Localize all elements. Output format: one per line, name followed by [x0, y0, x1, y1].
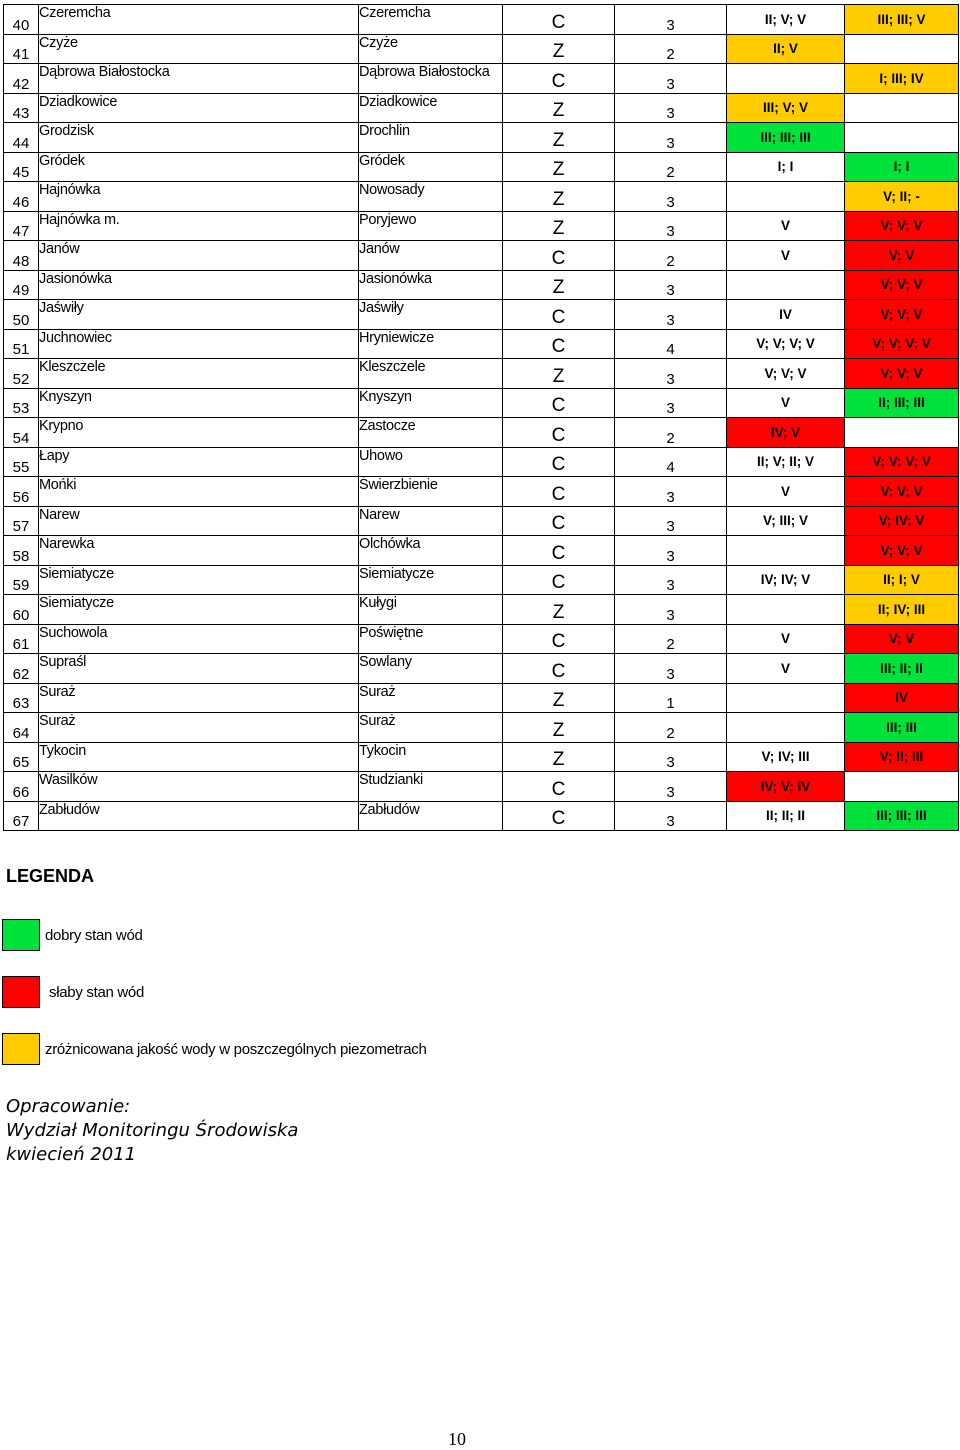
- class-series-a-cell: [727, 536, 845, 566]
- class-series-a-cell: [727, 713, 845, 743]
- table-row: [4, 300, 959, 330]
- table-row: [4, 34, 959, 64]
- class-series-b-cell: V; V; V: [845, 477, 959, 507]
- piezometer-count-cell: 3: [615, 270, 727, 300]
- locality-cell: Kułygi: [359, 595, 503, 625]
- row-number-cell: 52: [4, 359, 39, 389]
- legend-label-good: dobry stan wód: [45, 927, 143, 944]
- table-row: [4, 772, 959, 802]
- piezometer-count-cell: 3: [615, 595, 727, 625]
- piezometer-count-cell: 2: [615, 241, 727, 271]
- piezometer-count-cell: 3: [615, 64, 727, 94]
- class-series-a-cell: V: [727, 211, 845, 241]
- piezometer-count-cell: 4: [615, 447, 727, 477]
- row-number-cell: 54: [4, 418, 39, 448]
- legend-label-mixed: zróżnicowana jakość wody w poszczególnych piezometrach: [45, 1041, 427, 1058]
- table-body: [4, 5, 959, 831]
- table-row: [4, 5, 959, 35]
- table-row: [4, 565, 959, 595]
- piezometer-count-cell: 3: [615, 359, 727, 389]
- class-series-b-cell: V; V; V: [845, 359, 959, 389]
- table-row: [4, 270, 959, 300]
- locality-cell: Knyszyn: [359, 388, 503, 418]
- class-series-b-cell: V; V; V: [845, 211, 959, 241]
- aquifer-type-cell: C: [503, 477, 615, 507]
- class-series-a-cell: III; III; III: [727, 123, 845, 153]
- locality-cell: Poświętne: [359, 624, 503, 654]
- gmina-cell: Narewka: [39, 536, 359, 566]
- class-series-b-cell: I; III; IV: [845, 64, 959, 94]
- locality-cell: Zabłudów: [359, 801, 503, 831]
- gmina-cell: Dąbrowa Białostocka: [39, 64, 359, 94]
- class-series-a-cell: [727, 595, 845, 625]
- locality-cell: Poryjewo: [359, 211, 503, 241]
- piezometer-count-cell: 3: [615, 93, 727, 123]
- class-series-a-cell: [727, 683, 845, 713]
- piezometer-count-cell: 3: [615, 772, 727, 802]
- row-number-cell: 46: [4, 182, 39, 212]
- class-series-a-cell: V; III; V: [727, 506, 845, 536]
- piezometer-count-cell: 3: [615, 182, 727, 212]
- aquifer-type-cell: Z: [503, 123, 615, 153]
- class-series-a-cell: V; IV; III: [727, 742, 845, 772]
- aquifer-type-cell: C: [503, 801, 615, 831]
- aquifer-type-cell: Z: [503, 742, 615, 772]
- piezometer-count-cell: 3: [615, 742, 727, 772]
- aquifer-type-cell: C: [503, 624, 615, 654]
- gmina-cell: Suraż: [39, 683, 359, 713]
- gmina-cell: Dziadkowice: [39, 93, 359, 123]
- gmina-cell: Zabłudów: [39, 801, 359, 831]
- aquifer-type-cell: C: [503, 300, 615, 330]
- class-series-b-cell: V; V; V: [845, 300, 959, 330]
- class-series-a-cell: IV; V; IV: [727, 772, 845, 802]
- class-series-b-cell: V; V; V; V: [845, 329, 959, 359]
- table-row: [4, 506, 959, 536]
- row-number-cell: 49: [4, 270, 39, 300]
- locality-cell: Dziadkowice: [359, 93, 503, 123]
- aquifer-type-cell: C: [503, 5, 615, 35]
- piezometer-count-cell: 4: [615, 329, 727, 359]
- class-series-b-cell: [845, 123, 959, 153]
- credit-date: kwiecień 2011: [6, 1144, 137, 1165]
- credit-heading: Opracowanie:: [6, 1096, 131, 1117]
- table-row: [4, 683, 959, 713]
- class-series-b-cell: V; V; V: [845, 270, 959, 300]
- aquifer-type-cell: Z: [503, 595, 615, 625]
- locality-cell: Kleszczele: [359, 359, 503, 389]
- class-series-a-cell: V: [727, 654, 845, 684]
- aquifer-type-cell: C: [503, 388, 615, 418]
- class-series-a-cell: III; V; V: [727, 93, 845, 123]
- class-series-b-cell: V; II; III: [845, 742, 959, 772]
- locality-cell: Jasionówka: [359, 270, 503, 300]
- class-series-b-cell: V; IV; V: [845, 506, 959, 536]
- gmina-cell: Hajnówka m.: [39, 211, 359, 241]
- gmina-cell: Łapy: [39, 447, 359, 477]
- table-row: [4, 742, 959, 772]
- aquifer-type-cell: C: [503, 64, 615, 94]
- aquifer-type-cell: Z: [503, 713, 615, 743]
- aquifer-type-cell: C: [503, 506, 615, 536]
- credit-department: Wydział Monitoringu Środowiska: [6, 1120, 299, 1141]
- class-series-a-cell: II; II; II: [727, 801, 845, 831]
- row-number-cell: 64: [4, 713, 39, 743]
- piezometer-count-cell: 3: [615, 5, 727, 35]
- piezometer-count-cell: 3: [615, 565, 727, 595]
- piezometer-count-cell: 2: [615, 34, 727, 64]
- gmina-cell: Czyże: [39, 34, 359, 64]
- gmina-cell: Krypno: [39, 418, 359, 448]
- gmina-cell: Wasilków: [39, 772, 359, 802]
- class-series-a-cell: II; V: [727, 34, 845, 64]
- class-series-b-cell: [845, 772, 959, 802]
- gmina-cell: Supraśl: [39, 654, 359, 684]
- piezometer-count-cell: 3: [615, 388, 727, 418]
- table-row: [4, 359, 959, 389]
- class-series-a-cell: II; V; V: [727, 5, 845, 35]
- legend-swatch-good: [2, 919, 40, 951]
- row-number-cell: 62: [4, 654, 39, 684]
- class-series-a-cell: [727, 64, 845, 94]
- piezometer-count-cell: 1: [615, 683, 727, 713]
- table-row: [4, 123, 959, 153]
- table-row: [4, 536, 959, 566]
- aquifer-type-cell: C: [503, 565, 615, 595]
- locality-cell: Zastocze: [359, 418, 503, 448]
- class-series-b-cell: I; I: [845, 152, 959, 182]
- class-series-b-cell: [845, 34, 959, 64]
- locality-cell: Siemiatycze: [359, 565, 503, 595]
- table-row: [4, 624, 959, 654]
- gmina-cell: Suraż: [39, 713, 359, 743]
- aquifer-type-cell: Z: [503, 270, 615, 300]
- piezometer-count-cell: 3: [615, 300, 727, 330]
- class-series-b-cell: II; IV; III: [845, 595, 959, 625]
- class-series-b-cell: V; II; -: [845, 182, 959, 212]
- locality-cell: Uhowo: [359, 447, 503, 477]
- class-series-b-cell: [845, 93, 959, 123]
- class-series-b-cell: II; I; V: [845, 565, 959, 595]
- gmina-cell: Janów: [39, 241, 359, 271]
- class-series-a-cell: [727, 270, 845, 300]
- aquifer-type-cell: Z: [503, 683, 615, 713]
- row-number-cell: 45: [4, 152, 39, 182]
- table-row: [4, 654, 959, 684]
- row-number-cell: 63: [4, 683, 39, 713]
- gmina-cell: Mońki: [39, 477, 359, 507]
- locality-cell: Czyże: [359, 34, 503, 64]
- piezometer-count-cell: 3: [615, 123, 727, 153]
- class-series-b-cell: III; III; III: [845, 801, 959, 831]
- aquifer-type-cell: Z: [503, 359, 615, 389]
- piezometer-count-cell: 3: [615, 506, 727, 536]
- gmina-cell: Jaświły: [39, 300, 359, 330]
- row-number-cell: 48: [4, 241, 39, 271]
- class-series-b-cell: IV: [845, 683, 959, 713]
- row-number-cell: 51: [4, 329, 39, 359]
- locality-cell: Drochlin: [359, 123, 503, 153]
- row-number-cell: 61: [4, 624, 39, 654]
- table-row: [4, 801, 959, 831]
- class-series-a-cell: V: [727, 241, 845, 271]
- aquifer-type-cell: C: [503, 329, 615, 359]
- water-quality-table: [3, 4, 959, 831]
- gmina-cell: Tykocin: [39, 742, 359, 772]
- row-number-cell: 65: [4, 742, 39, 772]
- aquifer-type-cell: C: [503, 241, 615, 271]
- gmina-cell: Juchnowiec: [39, 329, 359, 359]
- table-row: [4, 152, 959, 182]
- row-number-cell: 40: [4, 5, 39, 35]
- row-number-cell: 50: [4, 300, 39, 330]
- row-number-cell: 47: [4, 211, 39, 241]
- class-series-b-cell: III; II; II: [845, 654, 959, 684]
- class-series-a-cell: V; V; V; V: [727, 329, 845, 359]
- table-row: [4, 211, 959, 241]
- class-series-b-cell: V; V: [845, 241, 959, 271]
- table-row: [4, 182, 959, 212]
- table-row: [4, 447, 959, 477]
- gmina-cell: Knyszyn: [39, 388, 359, 418]
- piezometer-count-cell: 2: [615, 624, 727, 654]
- piezometer-count-cell: 2: [615, 418, 727, 448]
- class-series-a-cell: V: [727, 624, 845, 654]
- piezometer-count-cell: 3: [615, 477, 727, 507]
- gmina-cell: Gródek: [39, 152, 359, 182]
- gmina-cell: Hajnówka: [39, 182, 359, 212]
- locality-cell: Jaświły: [359, 300, 503, 330]
- table-row: [4, 595, 959, 625]
- class-series-b-cell: [845, 418, 959, 448]
- table-row: [4, 241, 959, 271]
- row-number-cell: 60: [4, 595, 39, 625]
- page-number: 10: [448, 1429, 466, 1449]
- legend-label-poor: słaby stan wód: [49, 984, 145, 1001]
- locality-cell: Hryniewicze: [359, 329, 503, 359]
- class-series-b-cell: V; V: [845, 624, 959, 654]
- table-row: [4, 713, 959, 743]
- aquifer-type-cell: C: [503, 654, 615, 684]
- locality-cell: Suraż: [359, 683, 503, 713]
- locality-cell: Janów: [359, 241, 503, 271]
- table-row: [4, 93, 959, 123]
- row-number-cell: 59: [4, 565, 39, 595]
- aquifer-type-cell: Z: [503, 182, 615, 212]
- table-row: [4, 388, 959, 418]
- aquifer-type-cell: Z: [503, 152, 615, 182]
- gmina-cell: Narew: [39, 506, 359, 536]
- row-number-cell: 43: [4, 93, 39, 123]
- locality-cell: Gródek: [359, 152, 503, 182]
- row-number-cell: 53: [4, 388, 39, 418]
- class-series-a-cell: IV; IV; V: [727, 565, 845, 595]
- row-number-cell: 57: [4, 506, 39, 536]
- locality-cell: Tykocin: [359, 742, 503, 772]
- locality-cell: Świerzbienie: [359, 477, 503, 507]
- class-series-a-cell: IV: [727, 300, 845, 330]
- gmina-cell: Kleszczele: [39, 359, 359, 389]
- class-series-b-cell: III; III: [845, 713, 959, 743]
- piezometer-count-cell: 2: [615, 713, 727, 743]
- gmina-cell: Grodzisk: [39, 123, 359, 153]
- gmina-cell: Czeremcha: [39, 5, 359, 35]
- legend-swatch-mixed: [2, 1033, 40, 1065]
- class-series-a-cell: II; V; II; V: [727, 447, 845, 477]
- class-series-a-cell: [727, 182, 845, 212]
- aquifer-type-cell: C: [503, 418, 615, 448]
- locality-cell: Nowosady: [359, 182, 503, 212]
- locality-cell: Sowlany: [359, 654, 503, 684]
- locality-cell: Suraż: [359, 713, 503, 743]
- class-series-b-cell: V; V; V: [845, 536, 959, 566]
- table-row: [4, 329, 959, 359]
- class-series-b-cell: II; III; III: [845, 388, 959, 418]
- class-series-b-cell: V; V; V; V: [845, 447, 959, 477]
- class-series-a-cell: V: [727, 388, 845, 418]
- row-number-cell: 58: [4, 536, 39, 566]
- row-number-cell: 56: [4, 477, 39, 507]
- aquifer-type-cell: C: [503, 772, 615, 802]
- aquifer-type-cell: C: [503, 536, 615, 566]
- locality-cell: Czeremcha: [359, 5, 503, 35]
- aquifer-type-cell: Z: [503, 93, 615, 123]
- row-number-cell: 44: [4, 123, 39, 153]
- locality-cell: Studzianki: [359, 772, 503, 802]
- row-number-cell: 66: [4, 772, 39, 802]
- row-number-cell: 42: [4, 64, 39, 94]
- row-number-cell: 67: [4, 801, 39, 831]
- aquifer-type-cell: C: [503, 447, 615, 477]
- piezometer-count-cell: 2: [615, 152, 727, 182]
- class-series-a-cell: I; I: [727, 152, 845, 182]
- gmina-cell: Jasionówka: [39, 270, 359, 300]
- aquifer-type-cell: Z: [503, 34, 615, 64]
- locality-cell: Dąbrowa Białostocka: [359, 64, 503, 94]
- piezometer-count-cell: 3: [615, 211, 727, 241]
- table-row: [4, 418, 959, 448]
- locality-cell: Narew: [359, 506, 503, 536]
- row-number-cell: 55: [4, 447, 39, 477]
- class-series-a-cell: V; V; V: [727, 359, 845, 389]
- piezometer-count-cell: 3: [615, 536, 727, 566]
- aquifer-type-cell: Z: [503, 211, 615, 241]
- table-row: [4, 64, 959, 94]
- class-series-a-cell: IV; V: [727, 418, 845, 448]
- piezometer-count-cell: 3: [615, 654, 727, 684]
- class-series-a-cell: V: [727, 477, 845, 507]
- gmina-cell: Suchowola: [39, 624, 359, 654]
- class-series-b-cell: III; III; V: [845, 5, 959, 35]
- table-row: [4, 477, 959, 507]
- piezometer-count-cell: 3: [615, 801, 727, 831]
- gmina-cell: Siemiatycze: [39, 565, 359, 595]
- row-number-cell: 41: [4, 34, 39, 64]
- legend-swatch-poor: [2, 976, 40, 1008]
- gmina-cell: Siemiatycze: [39, 595, 359, 625]
- locality-cell: Olchówka: [359, 536, 503, 566]
- legend-title: LEGENDA: [6, 866, 95, 886]
